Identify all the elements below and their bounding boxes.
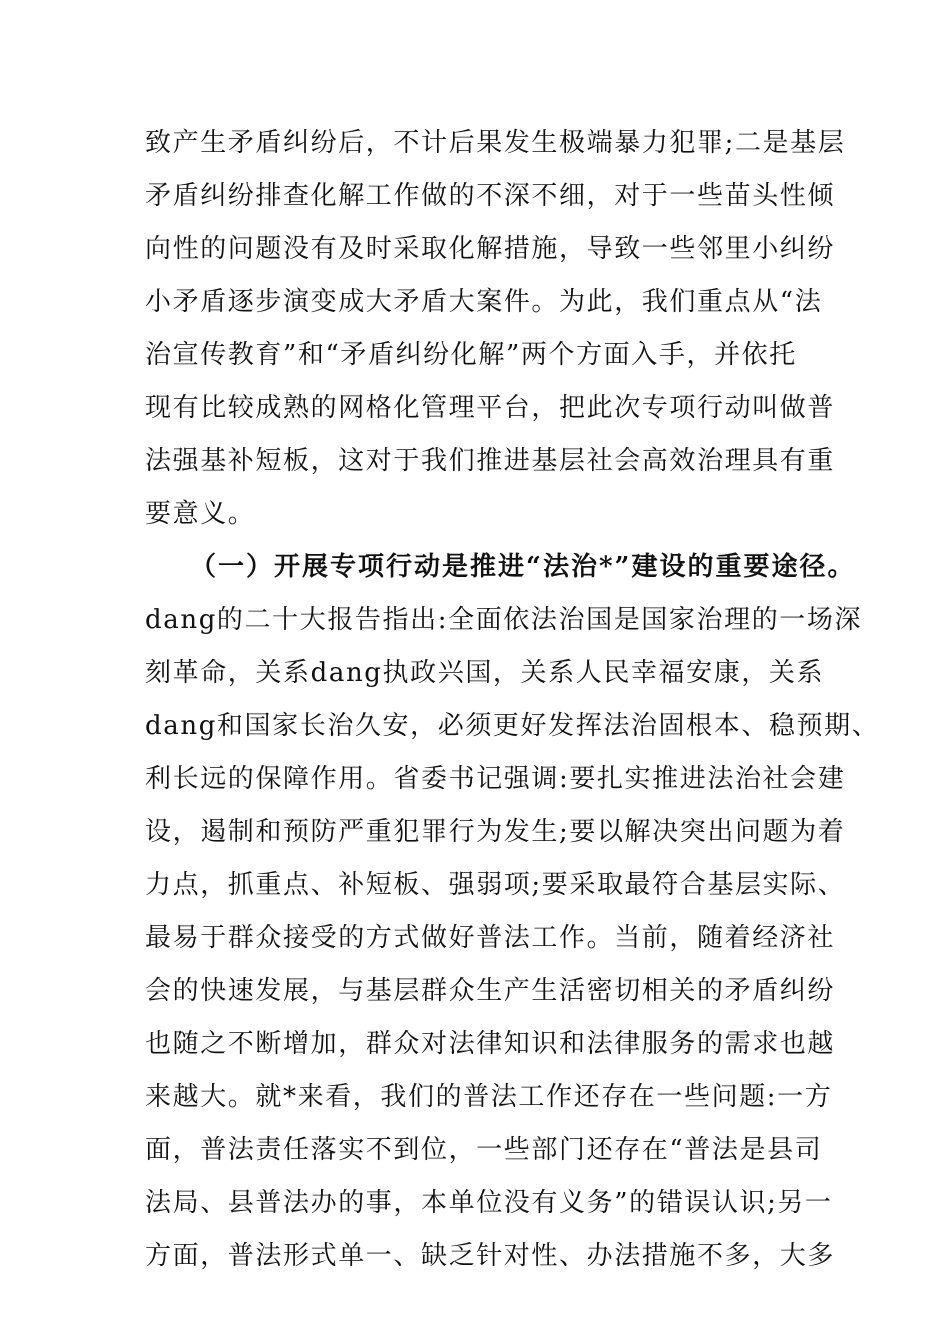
text-line: 现有比较成熟的网格化管理平台，把此次专项行动叫做普 [145, 393, 836, 423]
text-line: 刻革命，关系dang执政兴国，关系人民幸福安康，关系 [145, 658, 825, 688]
text-line: 也随之不断增加，群众对法律知识和法律服务的需求也越 [145, 1029, 836, 1059]
section-heading: （一）开展专项行动是推进“法治*”建设的重要途径。 [190, 552, 856, 582]
text-line: dang的二十大报告指出:全面依法治国是国家治理的一场深 [145, 605, 863, 635]
text-line: 方面，普法形式单一、缺乏针对性、办法措施不多，大多 [145, 1241, 836, 1271]
text-line: 来越大。就*来看，我们的普法工作还存在一些问题:一方 [145, 1082, 833, 1112]
text-line: 矛盾纠纷排查化解工作做的不深不细，对于一些苗头性倾 [145, 181, 836, 211]
text-line: 向性的问题没有及时采取化解措施，导致一些邻里小纠纷 [145, 234, 836, 264]
text-line: 要意义。 [145, 499, 256, 529]
text-line: dang和国家长治久安，必须更好发挥法治固根本、稳预期、 [145, 711, 880, 741]
text-line: 法强基补短板，这对于我们推进基层社会高效治理具有重 [145, 446, 836, 476]
text-line: 治宣传教育”和“矛盾纠纷化解”两个方面入手，并依托 [145, 340, 797, 370]
text-line: 法局、县普法办的事，本单位没有义务”的错误认识;另一 [145, 1188, 833, 1218]
text-line: 面，普法责任落实不到位，一些部门还存在“普法是县司 [145, 1135, 823, 1165]
text-line: 小矛盾逐步演变成大矛盾大案件。为此，我们重点从“法 [145, 287, 823, 317]
text-line: 力点，抓重点、补短板、强弱项;要采取最符合基层实际、 [145, 870, 846, 900]
text-line: 利长远的保障作用。省委书记强调:要扎实推进法治社会建 [145, 764, 846, 794]
text-line: 致产生矛盾纠纷后，不计后果发生极端暴力犯罪;二是基层 [145, 128, 846, 158]
text-line: 会的快速发展，与基层群众生产生活密切相关的矛盾纠纷 [145, 976, 836, 1006]
text-line: 设，遏制和预防严重犯罪行为发生;要以解决突出问题为着 [145, 817, 846, 847]
text-line: 最易于群众接受的方式做好普法工作。当前，随着经济社 [145, 923, 836, 953]
